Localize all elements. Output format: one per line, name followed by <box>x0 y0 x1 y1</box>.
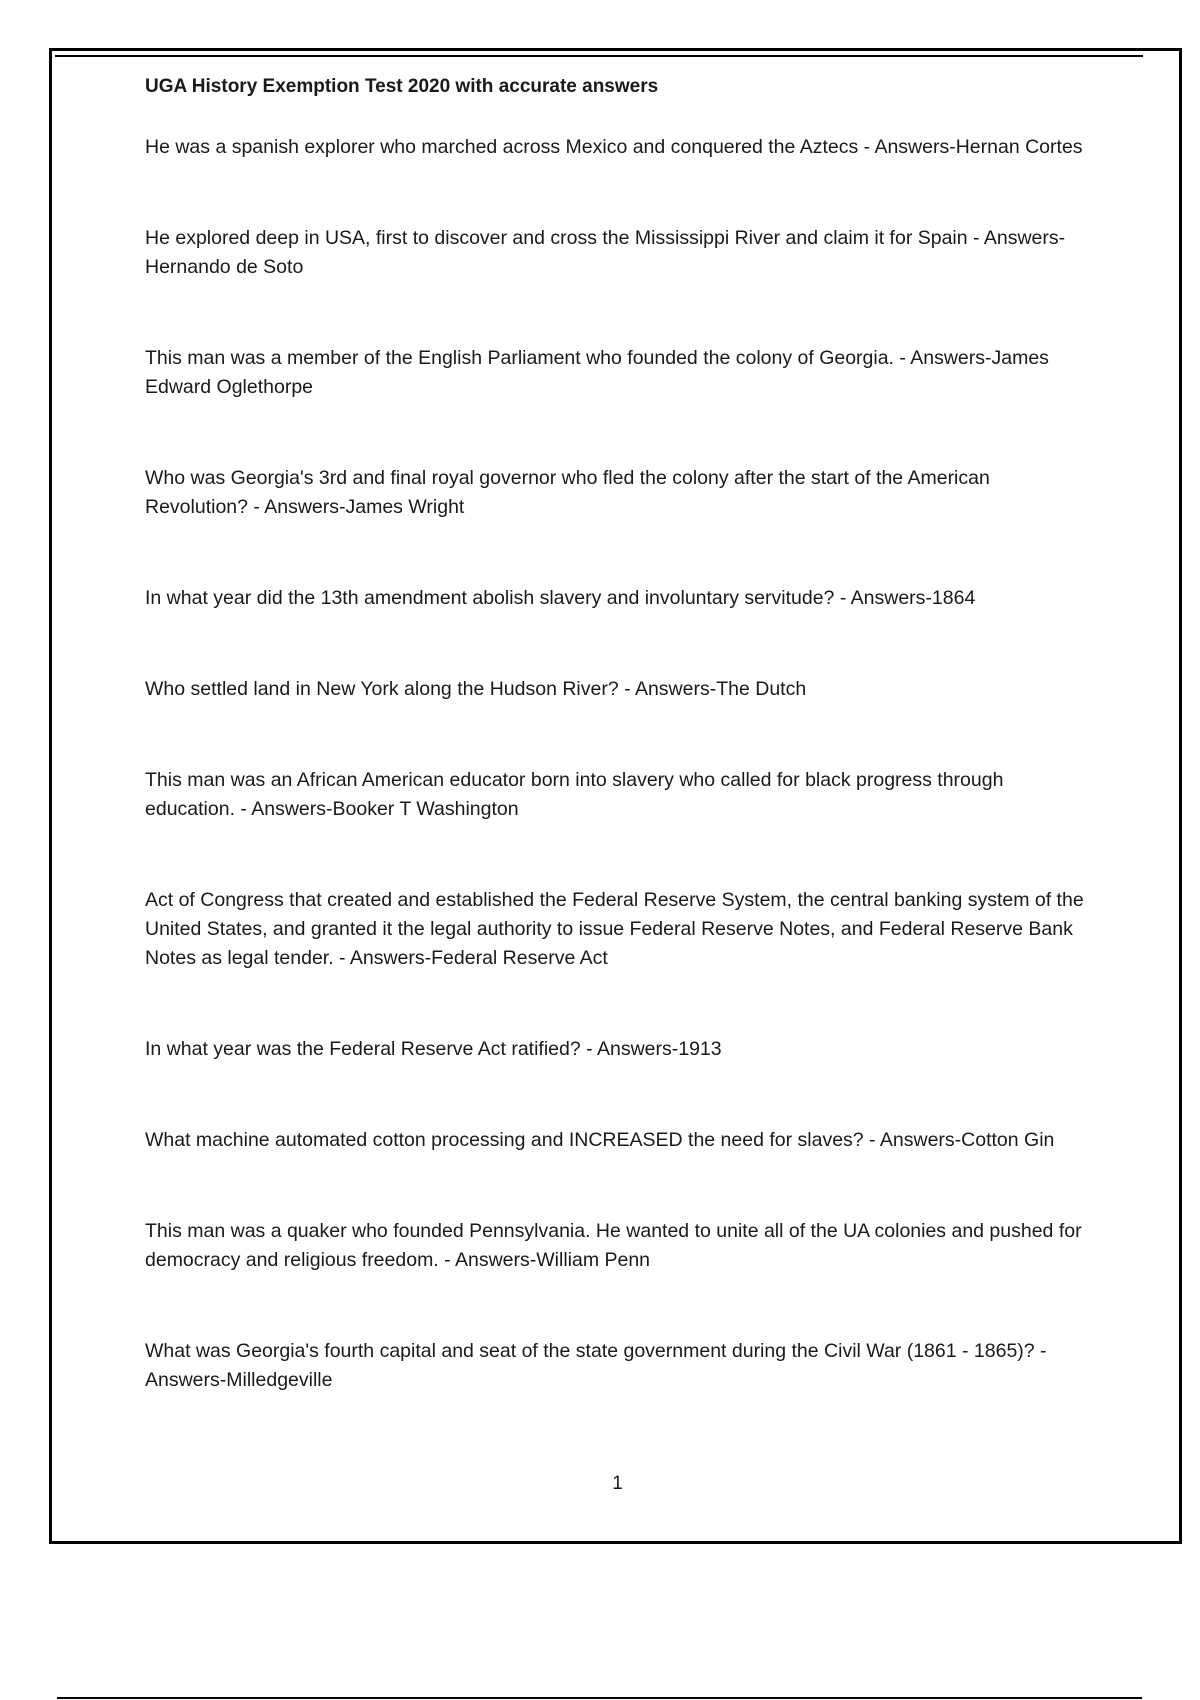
question-item: In what year did the 13th amendment abolish slavery and involuntary servitude? - Answers-1864 <box>145 587 976 609</box>
question-item: Act of Congress that created and established the Federal Reserve System, the central banking system of the United States, and granted it the legal authority to issue Federal Reserve Notes, and Federal Reserve Bank Notes as legal tender. - Answers-Federal Reserve Act <box>145 889 1084 969</box>
question-item: Who was Georgia's 3rd and final royal governor who fled the colony after the start of the American Revolution? - Answers-James Wright <box>145 467 990 518</box>
next-page-rule <box>57 1697 1142 1699</box>
question-item: What was Georgia's fourth capital and seat of the state government during the Civil War (1861 - 1865)? - Answers-Milledgeville <box>145 1340 1047 1391</box>
header-rule <box>55 55 1143 57</box>
question-item: This man was a quaker who founded Pennsylvania. He wanted to unite all of the UA colonies and pushed for democracy and religious freedom. - Answers-William Penn <box>145 1220 1082 1271</box>
question-item: What machine automated cotton processing and INCREASED the need for slaves? - Answers-Cotton Gin <box>145 1129 1055 1151</box>
document-body <box>145 73 1095 1457</box>
question-item: This man was an African American educator born into slavery who called for black progress through education. - Answers-Booker T Washington <box>145 769 1004 820</box>
question-item: Who settled land in New York along the Hudson River? - Answers-The Dutch <box>145 678 807 700</box>
document-title: UGA History Exemption Test 2020 with accurate answers <box>145 76 659 97</box>
question-item: This man was a member of the English Parliament who founded the colony of Georgia. - Answers-James Edward Oglethorpe <box>145 347 1049 398</box>
question-item: In what year was the Federal Reserve Act ratified? - Answers-1913 <box>145 1038 722 1060</box>
question-list <box>145 133 1095 1395</box>
question-item: He explored deep in USA, first to discover and cross the Mississippi River and claim it for Spain - Answers-Hernando de Soto <box>145 227 1066 278</box>
page-number: 1 <box>612 1473 623 1494</box>
question-item: He was a spanish explorer who marched across Mexico and conquered the Aztecs - Answers-Hernan Cortes <box>145 136 1083 158</box>
